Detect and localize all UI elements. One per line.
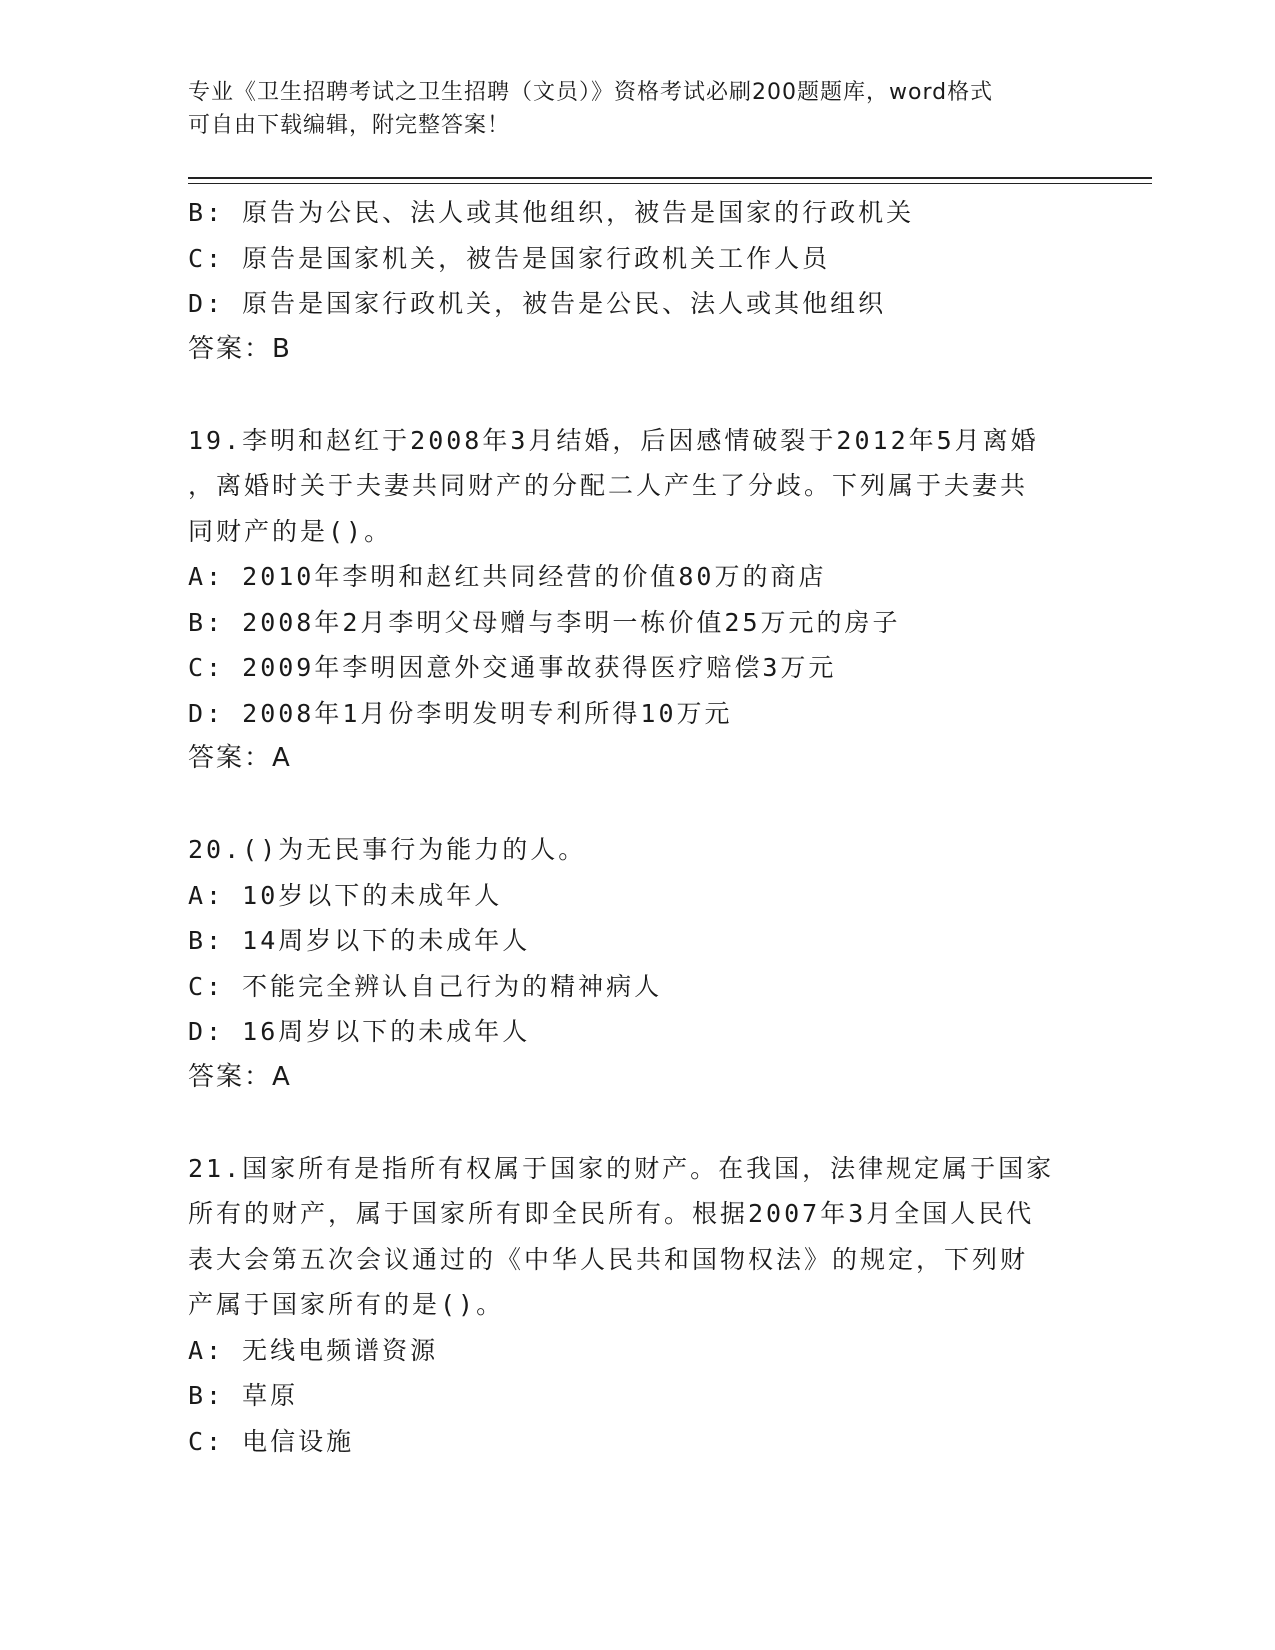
option-a: A: 无线电频谱资源: [188, 1335, 439, 1365]
question-18: [188, 190, 1088, 372]
spacer: [188, 1100, 1088, 1146]
spacer: [188, 372, 1088, 418]
question-stem-line: 产属于国家所有的是()。: [188, 1290, 505, 1319]
page-header: [188, 76, 1068, 142]
question-20: [188, 827, 1088, 1100]
option-c: C: 2009年李明因意外交通事故获得医疗赔偿3万元: [188, 653, 837, 682]
answer: 答案：A: [188, 743, 292, 773]
option-b: B: 草原: [188, 1381, 299, 1410]
header-divider-thin: [188, 183, 1152, 184]
question-stem-line: 所有的财产，属于国家所有即全民所有。根据2007年3月全国人民代: [188, 1199, 1035, 1228]
question-stem-line: 20.()为无民事行为能力的人。: [188, 835, 587, 864]
question-stem-line: ，离婚时关于夫妻共同财产的分配二人产生了分歧。下列属于夫妻共: [188, 471, 1029, 500]
option-d: D: 16周岁以下的未成年人: [188, 1017, 531, 1046]
option-a: A: 10岁以下的未成年人: [188, 880, 503, 910]
spacer: [188, 782, 1088, 828]
question-stem-line: 同财产的是()。: [188, 516, 393, 546]
option-b: B: 原告为公民、法人或其他组织，被告是国家的行政机关: [188, 198, 915, 227]
option-b: B: 14周岁以下的未成年人: [188, 926, 531, 955]
option-c: C: 不能完全辨认自己行为的精神病人: [188, 971, 663, 1001]
question-21: [188, 1146, 1088, 1465]
question-stem-line: 21.国家所有是指所有权属于国家的财产。在我国，法律规定属于国家: [188, 1153, 1055, 1183]
document-body: [188, 190, 1088, 1464]
question-stem-line: 表大会第五次会议通过的《中华人民共和国物权法》的规定，下列财: [188, 1244, 1029, 1274]
question-stem-line: 19.李明和赵红于2008年3月结婚，后因感情破裂于2012年5月离婚: [188, 425, 1039, 455]
option-a: A: 2010年李明和赵红共同经营的价值80万的商店: [188, 562, 827, 591]
header-divider-thick: [188, 177, 1152, 179]
header-title-line-1: 专业《卫生招聘考试之卫生招聘（文员）》资格考试必刷200题题库，word格式: [188, 80, 994, 105]
option-d: D: 原告是国家行政机关，被告是公民、法人或其他组织: [188, 289, 887, 318]
header-title-line-2: 可自由下载编辑，附完整答案！: [188, 113, 511, 138]
option-c: C: 原告是国家机关，被告是国家行政机关工作人员: [188, 243, 831, 273]
option-d: D: 2008年1月份李明发明专利所得10万元: [188, 698, 733, 728]
option-c: C: 电信设施: [188, 1426, 355, 1456]
answer: 答案：B: [188, 333, 292, 364]
answer: 答案：A: [188, 1061, 292, 1092]
option-b: B: 2008年2月李明父母赠与李明一栋价值25万元的房子: [188, 607, 901, 637]
question-19: [188, 418, 1088, 782]
